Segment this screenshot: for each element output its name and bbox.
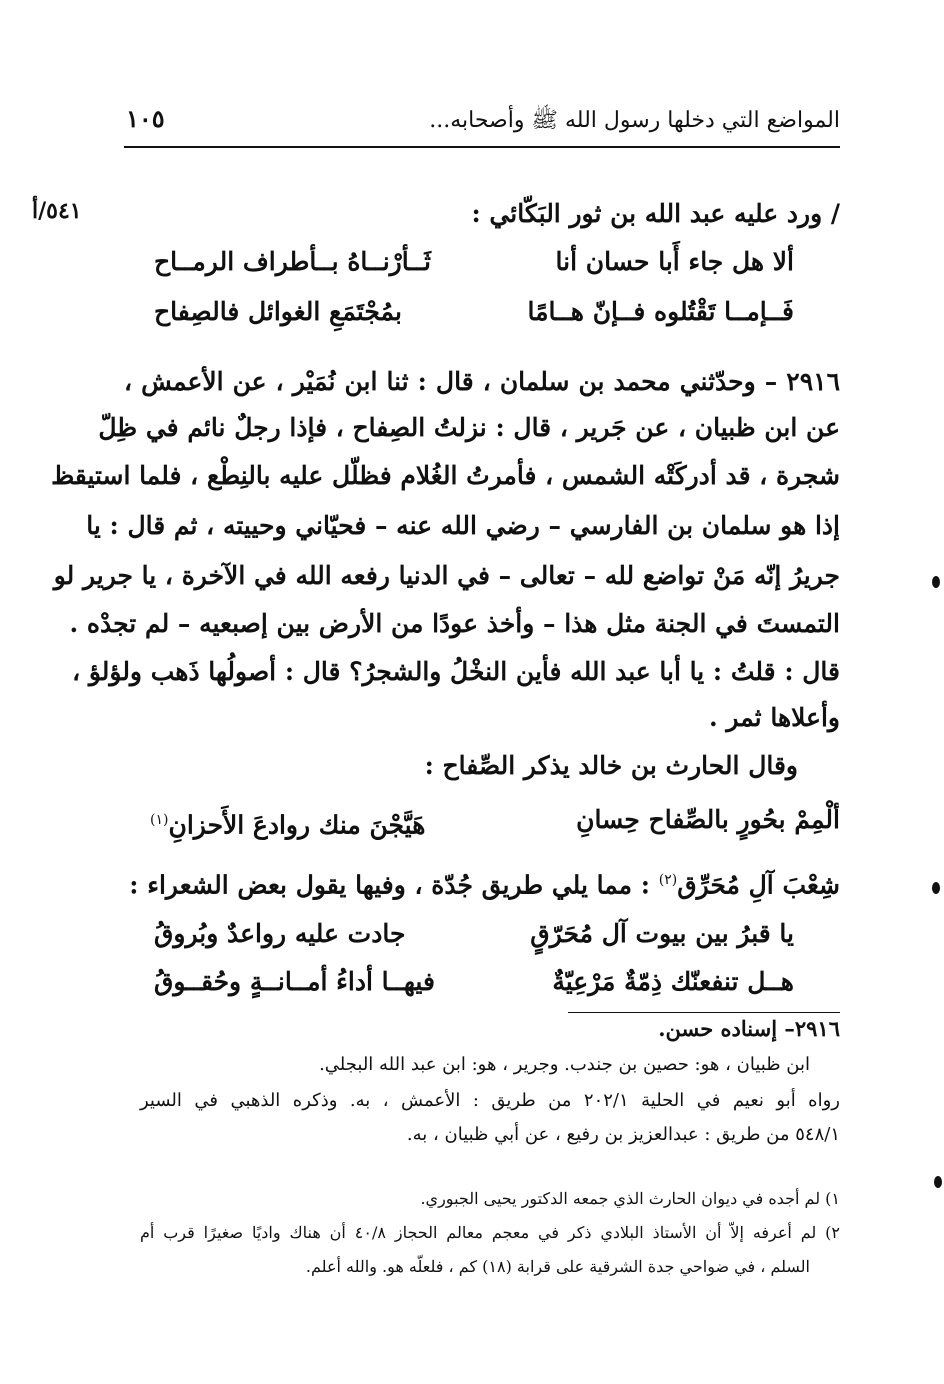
hemistich-second: بمُجْتَمَعِ الغوائل فالصِفاح [154, 297, 402, 326]
hemistich-first: يا قبرُ بين بيوت آل مُحَرّقٍ [530, 919, 794, 948]
running-header-title: المواضع التي دخلها رسول الله ﷺ وأصحابه... [429, 108, 840, 133]
footnote-ref-1: (١) [150, 812, 169, 828]
hemistich-second: جادت عليه رواعدٌ وبُروقُ [154, 919, 406, 948]
intro2-line: وقال الحارث بن خالد يذكر الصِّفاح : [424, 751, 798, 780]
scan-mark [932, 576, 940, 588]
footnote-rule [568, 1012, 840, 1013]
shuab-line [124, 860, 840, 905]
scan-mark [934, 1176, 942, 1188]
hemistich-second-text: هَيَّجْنَ منك روادعَ الأَحزانِ [168, 810, 426, 840]
paragraph-line-3: شجرة ، قد أدركَتْه الشمس ، فأمرتُ الغُلام فظلّل عليه بالنِطْع ، فلما استيقظ [51, 461, 840, 490]
paragraph-line-6: التمستَ في الجنة مثل هذا – وأخذ عودًا من الأرض بين إصبعيه – لم تجدْه . [69, 609, 840, 638]
shuab-place: شِعْبَ آلِ مُحَرِّق [677, 870, 840, 900]
hemistich-second: ثَــأرْنــاهُ بــأطراف الرمــاح [154, 247, 431, 276]
shuab-rest: : مما يلي طريق جُدّة ، وفيها يقول بعض الشعراء : [129, 870, 651, 900]
manuscript-folio-note: ٥٤١/أ [32, 198, 82, 224]
hemistich-second: فيهــا أداءُ أمــانــةٍ وحُقــوقُ [154, 967, 435, 996]
header-rule [124, 146, 840, 148]
hemistich-first: ألا هل جاء أَبا حسان أنا [555, 247, 794, 276]
footnote-line-2: رواه أبو نعيم في الحلية ٢٠٢/١ من طريق : الأعمش ، به. وذكره الذهبي في السير [140, 1090, 840, 1111]
endnote-2: ٢) لم أعرفه إلاّ أن الأستاذ البلادي ذكر في معجم معالم الحجاز ٤٠/٨ أن هناك واديًا صغيرًا قرب أم [140, 1223, 841, 1242]
scan-mark [932, 882, 940, 894]
paragraph-line-4: إذا هو سلمان بن الفارسي – رضي الله عنه – فحيّاني وحييته ، ثم قال : يا [86, 511, 840, 540]
paragraph-line-5: جريرُ إنّه مَنْ تواضع لله – تعالى – في الدنيا رفعه الله في الآخرة ، يا جرير لو [53, 561, 840, 590]
paragraph-line-8: وأعلاها ثمر . [709, 703, 840, 732]
hemistich-first: فَــإمــا تَقْتُلوه فــإنّ هــامًا [527, 297, 794, 326]
footnote-line-3: ٥٤٨/١ من طريق : عبدالعزيز بن رفيع ، عن أبي ظبيان ، به. [406, 1124, 840, 1145]
poem1-verse-2 [154, 292, 794, 332]
intro-line: / ورد عليه عبد الله بن ثور البَكّائي : [471, 199, 840, 228]
hemistich-first: هــل تنفعنّك ذِمّةٌ مَرْعِيّةٌ [552, 967, 794, 996]
poem1-verse-1 [154, 242, 794, 282]
paragraph-line-7: قال : قلتُ : يا أبا عبد الله فأين النخْلُ والشجرُ؟ قال : أصولُها ذَهب ولؤلؤ ، [72, 657, 840, 686]
verse2 [150, 800, 840, 840]
hemistich-first: ألْمِمْ بحُورٍ بالصِّفاح حِسانِ [576, 805, 840, 834]
footnote-line-1: ابن ظبيان ، هو: حصين بن جندب. وجرير ، هو: ابن عبد الله البجلي. [319, 1054, 810, 1075]
paragraph-line-2: عن ابن ظبيان ، عن جَرير ، قال : نزلتُ الصِفاح ، فإذا رجلٌ نائم في ظِلّ [98, 413, 840, 442]
hemistich-second [150, 800, 425, 845]
endnote-1: ١) لم أجده في ديوان الحارث الذي جمعه الدكتور يحيى الجبوري. [420, 1189, 840, 1208]
poem3-verse-1 [154, 914, 794, 954]
endnote-2-cont: السلم ، في ضواحي جدة الشرقية على قرابة (١٨) كم ، فلعلّه هو. والله أعلم. [305, 1257, 810, 1276]
footnote-heading: ٢٩١٦– إسناده حسن. [658, 1016, 840, 1041]
footnote-ref-2: (٢) [658, 872, 678, 888]
paragraph-line-1: ٢٩١٦ – وحدّثني محمد بن سلمان ، قال : ثنا ابن نُمَيْر ، عن الأعمش ، [124, 367, 840, 396]
poem3-verse-2 [154, 962, 794, 1002]
page-number: ١٠٥ [126, 104, 165, 133]
